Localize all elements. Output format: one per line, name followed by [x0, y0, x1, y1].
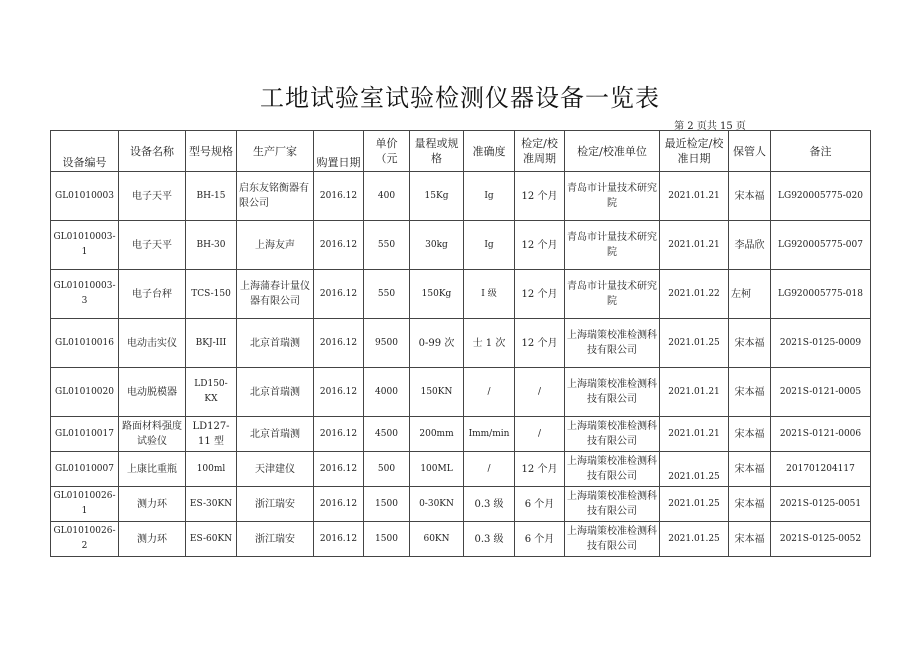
cell-cal-unit: 上海瑞策校准检测科技有限公司 — [565, 319, 660, 368]
cell-purchase-date: 2016.12 — [314, 221, 364, 270]
cell-model: BKJ-III — [186, 319, 237, 368]
cell-period: / — [515, 417, 565, 452]
cell-remark: 2021S-0121-0006 — [771, 417, 871, 452]
table-row — [51, 319, 871, 368]
header-last-cal: 最近检定/校准日期 — [660, 131, 729, 172]
cell-accuracy: I 级 — [464, 270, 515, 319]
cell-purchase-date: 2016.12 — [314, 270, 364, 319]
cell-model: LD127-11 型 — [186, 417, 237, 452]
equipment-table — [50, 130, 871, 557]
cell-last-cal: 2021.01.25 — [660, 487, 729, 522]
cell-keeper: 宋本福 — [729, 368, 771, 417]
cell-period: 6 个月 — [515, 522, 565, 557]
cell-maker: 上海友声 — [237, 221, 314, 270]
cell-purchase-date: 2016.12 — [314, 319, 364, 368]
cell-maker: 浙江瑞安 — [237, 522, 314, 557]
cell-accuracy: 0.3 级 — [464, 522, 515, 557]
cell-maker: 浙江瑞安 — [237, 487, 314, 522]
header-accuracy: 准确度 — [464, 131, 515, 172]
cell-model: ES-30KN — [186, 487, 237, 522]
cell-price: 1500 — [364, 487, 410, 522]
cell-last-cal: 2021.01.21 — [660, 172, 729, 221]
cell-id: GL01010003-1 — [51, 221, 119, 270]
header-purchase-date: 购置日期 — [314, 131, 364, 172]
header-cal-unit: 检定/校准单位 — [565, 131, 660, 172]
header-period: 检定/校准周期 — [515, 131, 565, 172]
table-row — [51, 368, 871, 417]
cell-id: GL01010017 — [51, 417, 119, 452]
cell-keeper: 宋本福 — [729, 172, 771, 221]
cell-range: 0-99 次 — [410, 319, 464, 368]
table-row — [51, 522, 871, 557]
table-row — [51, 221, 871, 270]
cell-range: 200mm — [410, 417, 464, 452]
cell-name: 电动脱模器 — [119, 368, 186, 417]
cell-range: 0-30KN — [410, 487, 464, 522]
cell-cal-unit: 上海瑞策校准检测科技有限公司 — [565, 522, 660, 557]
cell-cal-unit: 青岛市计量技术研究院 — [565, 270, 660, 319]
cell-range: 60KN — [410, 522, 464, 557]
cell-cal-unit: 青岛市计量技术研究院 — [565, 172, 660, 221]
header-remark: 备注 — [771, 131, 871, 172]
cell-purchase-date: 2016.12 — [314, 172, 364, 221]
cell-keeper: 宋本福 — [729, 522, 771, 557]
cell-keeper: 宋本福 — [729, 319, 771, 368]
header-keeper: 保管人 — [729, 131, 771, 172]
cell-price: 550 — [364, 221, 410, 270]
header-maker: 生产厂家 — [237, 131, 314, 172]
cell-accuracy: 士 1 次 — [464, 319, 515, 368]
cell-name: 测力环 — [119, 487, 186, 522]
table-row — [51, 487, 871, 522]
cell-last-cal: 2021.01.25 — [660, 319, 729, 368]
cell-period: 12 个月 — [515, 172, 565, 221]
table-row — [51, 172, 871, 221]
cell-price: 4000 — [364, 368, 410, 417]
cell-range: 150Kg — [410, 270, 464, 319]
cell-remark: 2021S-0121-0005 — [771, 368, 871, 417]
cell-name: 路面材料强度试验仪 — [119, 417, 186, 452]
cell-accuracy: Ig — [464, 172, 515, 221]
cell-id: GL01010003 — [51, 172, 119, 221]
cell-keeper: 宋本福 — [729, 452, 771, 487]
cell-last-cal: 2021.01.25 — [660, 522, 729, 557]
header-price: 单价（元 — [364, 131, 410, 172]
cell-remark: 2021S-0125-0052 — [771, 522, 871, 557]
cell-keeper: 宋本福 — [729, 487, 771, 522]
cell-remark: 2021S-0125-0009 — [771, 319, 871, 368]
cell-model: BH-30 — [186, 221, 237, 270]
cell-remark: LG920005775-020 — [771, 172, 871, 221]
table-row — [51, 452, 871, 487]
cell-period: 12 个月 — [515, 319, 565, 368]
table-row — [51, 417, 871, 452]
cell-cal-unit: 上海瑞策校准检测科技有限公司 — [565, 368, 660, 417]
cell-remark: LG920005775-007 — [771, 221, 871, 270]
cell-price: 1500 — [364, 522, 410, 557]
cell-accuracy: Ig — [464, 221, 515, 270]
cell-name: 上康比重瓶 — [119, 452, 186, 487]
cell-range: 15Kg — [410, 172, 464, 221]
cell-name: 电子天平 — [119, 221, 186, 270]
cell-id: GL01010007 — [51, 452, 119, 487]
cell-keeper: 宋本福 — [729, 417, 771, 452]
cell-name: 测力环 — [119, 522, 186, 557]
cell-id: GL01010016 — [51, 319, 119, 368]
cell-model: TCS-150 — [186, 270, 237, 319]
cell-maker: 启东友铭衡器有限公司 — [237, 172, 314, 221]
cell-id: GL01010020 — [51, 368, 119, 417]
cell-purchase-date: 2016.12 — [314, 487, 364, 522]
header-id: 设备编号 — [51, 131, 119, 172]
cell-price: 550 — [364, 270, 410, 319]
cell-name: 电子台秤 — [119, 270, 186, 319]
cell-maker: 北京首瑞测 — [237, 319, 314, 368]
cell-range: 150KN — [410, 368, 464, 417]
cell-range: 30kg — [410, 221, 464, 270]
cell-maker: 北京首瑞测 — [237, 417, 314, 452]
cell-period: 6 个月 — [515, 487, 565, 522]
cell-id: GL01010003-3 — [51, 270, 119, 319]
header-range: 量程或规格 — [410, 131, 464, 172]
cell-purchase-date: 2016.12 — [314, 452, 364, 487]
cell-last-cal: 2021.01.21 — [660, 368, 729, 417]
cell-model: ES-60KN — [186, 522, 237, 557]
cell-purchase-date: 2016.12 — [314, 522, 364, 557]
cell-purchase-date: 2016.12 — [314, 368, 364, 417]
cell-price: 400 — [364, 172, 410, 221]
table-row — [51, 270, 871, 319]
page-info: 第 2 页共 15 页 — [674, 121, 746, 132]
cell-period: 12 个月 — [515, 270, 565, 319]
cell-last-cal: 2021.01.21 — [660, 417, 729, 452]
cell-last-cal: 2021.01.25 — [660, 452, 729, 487]
cell-cal-unit: 青岛市计量技术研究院 — [565, 221, 660, 270]
cell-last-cal: 2021.01.21 — [660, 221, 729, 270]
header-name: 设备名称 — [119, 131, 186, 172]
cell-cal-unit: 上海瑞策校准检测科技有限公司 — [565, 487, 660, 522]
cell-accuracy: / — [464, 368, 515, 417]
header-model: 型号规格 — [186, 131, 237, 172]
cell-cal-unit: 上海瑞策校准检测科技有限公司 — [565, 452, 660, 487]
cell-model: BH-15 — [186, 172, 237, 221]
cell-range: 100ML — [410, 452, 464, 487]
table-header-row — [51, 131, 871, 172]
cell-maker: 上海蒲春计量仪器有限公司 — [237, 270, 314, 319]
cell-id: GL01010026-1 — [51, 487, 119, 522]
cell-remark: LG920005775-018 — [771, 270, 871, 319]
cell-period: 12 个月 — [515, 452, 565, 487]
cell-name: 电动击实仪 — [119, 319, 186, 368]
cell-model: 100ml — [186, 452, 237, 487]
cell-price: 500 — [364, 452, 410, 487]
cell-period: 12 个月 — [515, 221, 565, 270]
cell-keeper: 李晶欣 — [729, 221, 771, 270]
cell-purchase-date: 2016.12 — [314, 417, 364, 452]
cell-maker: 北京首瑞测 — [237, 368, 314, 417]
cell-accuracy: / — [464, 452, 515, 487]
cell-maker: 天津建仪 — [237, 452, 314, 487]
cell-id: GL01010026-2 — [51, 522, 119, 557]
cell-name: 电子天平 — [119, 172, 186, 221]
cell-price: 4500 — [364, 417, 410, 452]
cell-price: 9500 — [364, 319, 410, 368]
cell-model: LD150-KX — [186, 368, 237, 417]
cell-remark: 2021S-0125-0051 — [771, 487, 871, 522]
cell-period: / — [515, 368, 565, 417]
cell-remark: 201701204117 — [771, 452, 871, 487]
cell-accuracy: 0.3 级 — [464, 487, 515, 522]
cell-last-cal: 2021.01.22 — [660, 270, 729, 319]
cell-keeper: 左柯 — [729, 270, 771, 319]
cell-cal-unit: 上海瑞策校准检测科技有限公司 — [565, 417, 660, 452]
cell-accuracy: Imm/min — [464, 417, 515, 452]
document-title: 工地试验室试验检测仪器设备一览表 — [260, 84, 660, 112]
